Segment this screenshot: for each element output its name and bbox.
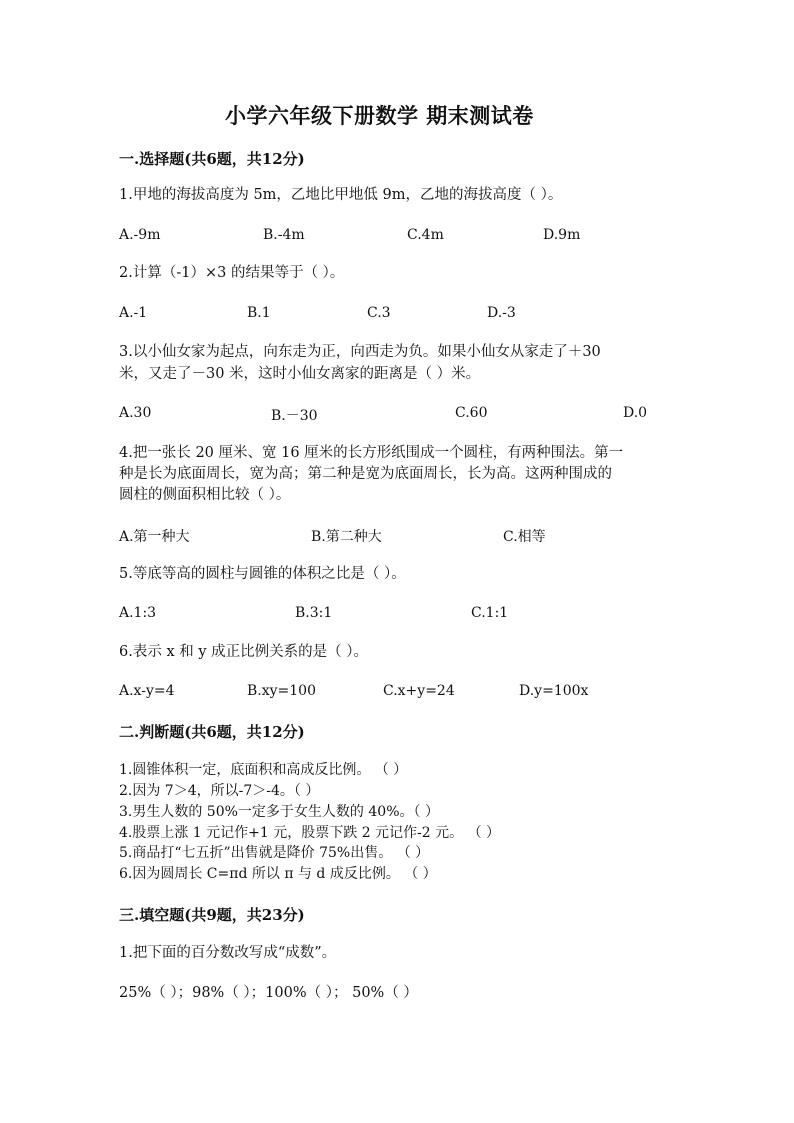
question-text: 1.把下面的百分数改写成“成数”。	[119, 945, 337, 961]
option-a: A.30	[119, 405, 152, 421]
option-a: A.x-y=4	[119, 683, 175, 699]
option-b: B.3:1	[295, 605, 333, 621]
option-c: C.x+y=24	[383, 683, 455, 699]
section-heading-fill: 三.填空题(共9题，共23分)	[119, 906, 305, 924]
option-a: A.-1	[119, 305, 148, 321]
judge-item: 5.商品打“七五折”出售就是降价 75%出售。 （ ）	[119, 845, 430, 861]
judge-item: 3.男生人数的 50%一定多于女生人数的 40%。（ ）	[119, 804, 439, 820]
question-text: 3.以小仙女家为起点，向东走为正，向西走为负。如果小仙女从家走了＋30	[119, 344, 601, 360]
judge-item: 4.股票上涨 1 元记作+1 元，股票下跌 2 元记作-2 元。 （ ）	[119, 825, 501, 841]
option-b: B.xy=100	[247, 683, 316, 699]
question-text: 2.计算（-1）×3 的结果等于（ ）。	[119, 265, 345, 281]
page-title: 小学六年级下册数学 期末测试卷	[225, 103, 534, 128]
question-text: 1.甲地的海拔高度为 5m，乙地比甲地低 9m，乙地的海拔高度（ ）。	[119, 187, 563, 203]
option-c: C.3	[367, 305, 391, 321]
option-c: C.相等	[503, 529, 546, 545]
option-b: B.-4m	[263, 227, 305, 243]
option-d: D.-3	[487, 305, 516, 321]
question-text: 4.把一张长 20 厘米、宽 16 厘米的长方形纸围成一个圆柱，有两种围法。第一	[119, 445, 624, 461]
option-a: A.-9m	[119, 227, 161, 243]
option-b: B.第二种大	[311, 529, 382, 545]
section-heading-choice: 一.选择题(共6题，共12分)	[119, 150, 305, 168]
judge-item: 1.圆锥体积一定，底面积和高成反比例。 （ ）	[119, 762, 408, 778]
question-text: 圆柱的侧面积相比较（ ）。	[119, 487, 291, 503]
question-text: 5.等底等高的圆柱与圆锥的体积之比是（ ）。	[119, 566, 406, 582]
option-d: D.y=100x	[519, 683, 589, 699]
option-c: C.1:1	[471, 605, 509, 621]
option-c: C.60	[455, 405, 488, 421]
section-heading-judge: 二.判断题(共6题，共12分)	[119, 723, 305, 741]
judge-item: 6.因为圆周长 C=πd 所以 π 与 d 成反比例。 （ ）	[119, 866, 437, 882]
question-text: 6.表示 x 和 y 成正比例关系的是（ ）。	[119, 644, 368, 660]
option-b: B.－30	[271, 408, 318, 424]
question-text: 米，又走了－30 米，这时小仙女离家的距离是（ ）米。	[119, 366, 481, 382]
option-a: A.第一种大	[119, 529, 190, 545]
answer-line: 25%（ ）；98%（ ）；100%（ ）； 50%（ ）	[119, 985, 418, 1001]
option-b: B.1	[247, 305, 271, 321]
question-text: 种是长为底面周长，宽为高；第二种是宽为底面周长，长为高。这两种围成的	[119, 466, 612, 482]
option-d: D.9m	[543, 227, 581, 243]
judge-item: 2.因为 7＞4，所以-7＞-4。（ ）	[119, 783, 320, 799]
option-c: C.4m	[407, 227, 444, 243]
option-a: A.1:3	[119, 605, 157, 621]
option-d: D.0	[623, 405, 648, 421]
